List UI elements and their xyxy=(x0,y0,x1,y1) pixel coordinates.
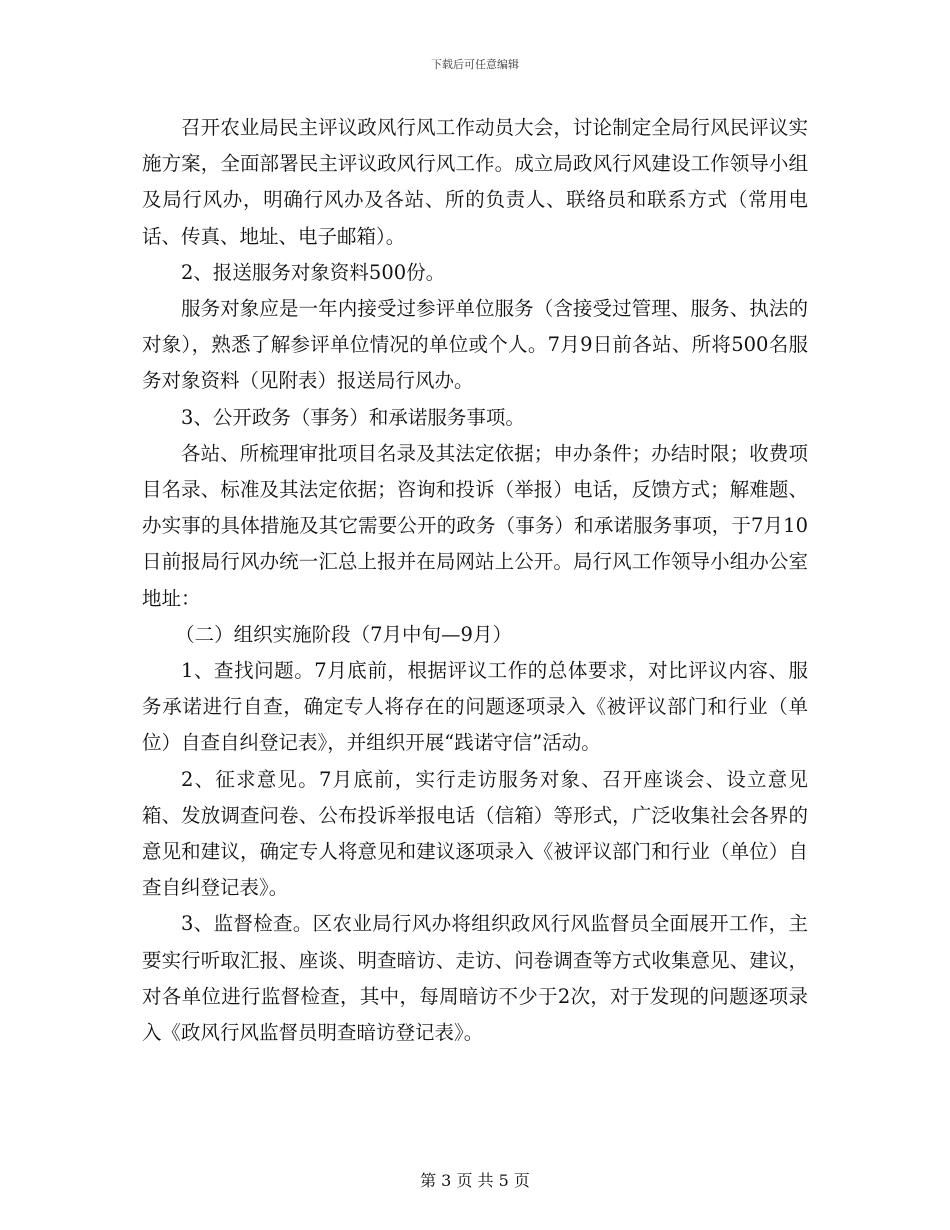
paragraph-disclosure: 各站、所梳理审批项目名录及其法定依据；申办条件；办结时限；收费项目名录、标准及其法定依据；咨询和投诉（举报）电话，反馈方式；解难题、办实事的具体措施及其它需要公开的政务（事务）和承诺服务事项，于7月10日前报局行风办统一汇总上报并在局网站上公开。局行风工作领导小组办公室地址： xyxy=(142,441,808,610)
section-heading-implementation: （二）组织实施阶段（7月中旬—9月） xyxy=(175,622,512,646)
paragraph-mobilization: 召开农业局民主评议政风行风工作动员大会，讨论制定全局行风民评议实施方案，全面部署民主评议政风行风工作。成立局政风行风建设工作领导小组及局行风办，明确行风办及各站、所的负责人、联络员和联系方式（常用电话、传真、地址、电子邮箱）。 xyxy=(142,116,808,248)
paragraph-find-problems: 1、查找问题。7月底前，根据评议工作的总体要求，对比评议内容、服务承诺进行自查，确定专人将存在的问题逐项录入《被评议部门和行业（单位）自查自纠登记表》，并组织开展“践诺守信”活动。 xyxy=(142,659,808,755)
paragraph-service-objects: 服务对象应是一年内接受过参评单位服务（含接受过管理、服务、执法的对象），熟悉了解参评单位情况的单位或个人。7月9日前各站、所将500名服务对象资料（见附表）报送局行风办。 xyxy=(142,297,808,393)
paragraph-item-2-heading: 2、报送服务对象资料500份。 xyxy=(181,260,446,284)
document-body xyxy=(142,110,808,1051)
paragraph-solicit-opinions: 2、征求意见。7月底前，实行走访服务对象、召开座谈会、设立意见箱、发放调查问卷、公布投诉举报电话（信箱）等形式，广泛收集社会各界的意见和建议，确定专人将意见和建议逐项录入《被评议部门和行业（单位）自查自纠登记表》。 xyxy=(142,767,808,900)
page-number: 第 3 页 共 5 页 xyxy=(420,1171,530,1190)
paragraph-item-3-heading: 3、公开政务（事务）和承诺服务事项。 xyxy=(181,405,525,429)
header-note: 下载后可任意编辑 xyxy=(431,58,519,71)
paragraph-supervision: 3、监督检查。区农业局行风办将组织政风行风监督员全面展开工作，主要实行听取汇报、座谈、明查暗访、走访、问卷调查等方式收集意见、建议，对各单位进行监督检查，其中，每周暗访不少于2次，对于发现的问题逐项录入《政风行风监督员明查暗访登记表》。 xyxy=(142,912,808,1045)
